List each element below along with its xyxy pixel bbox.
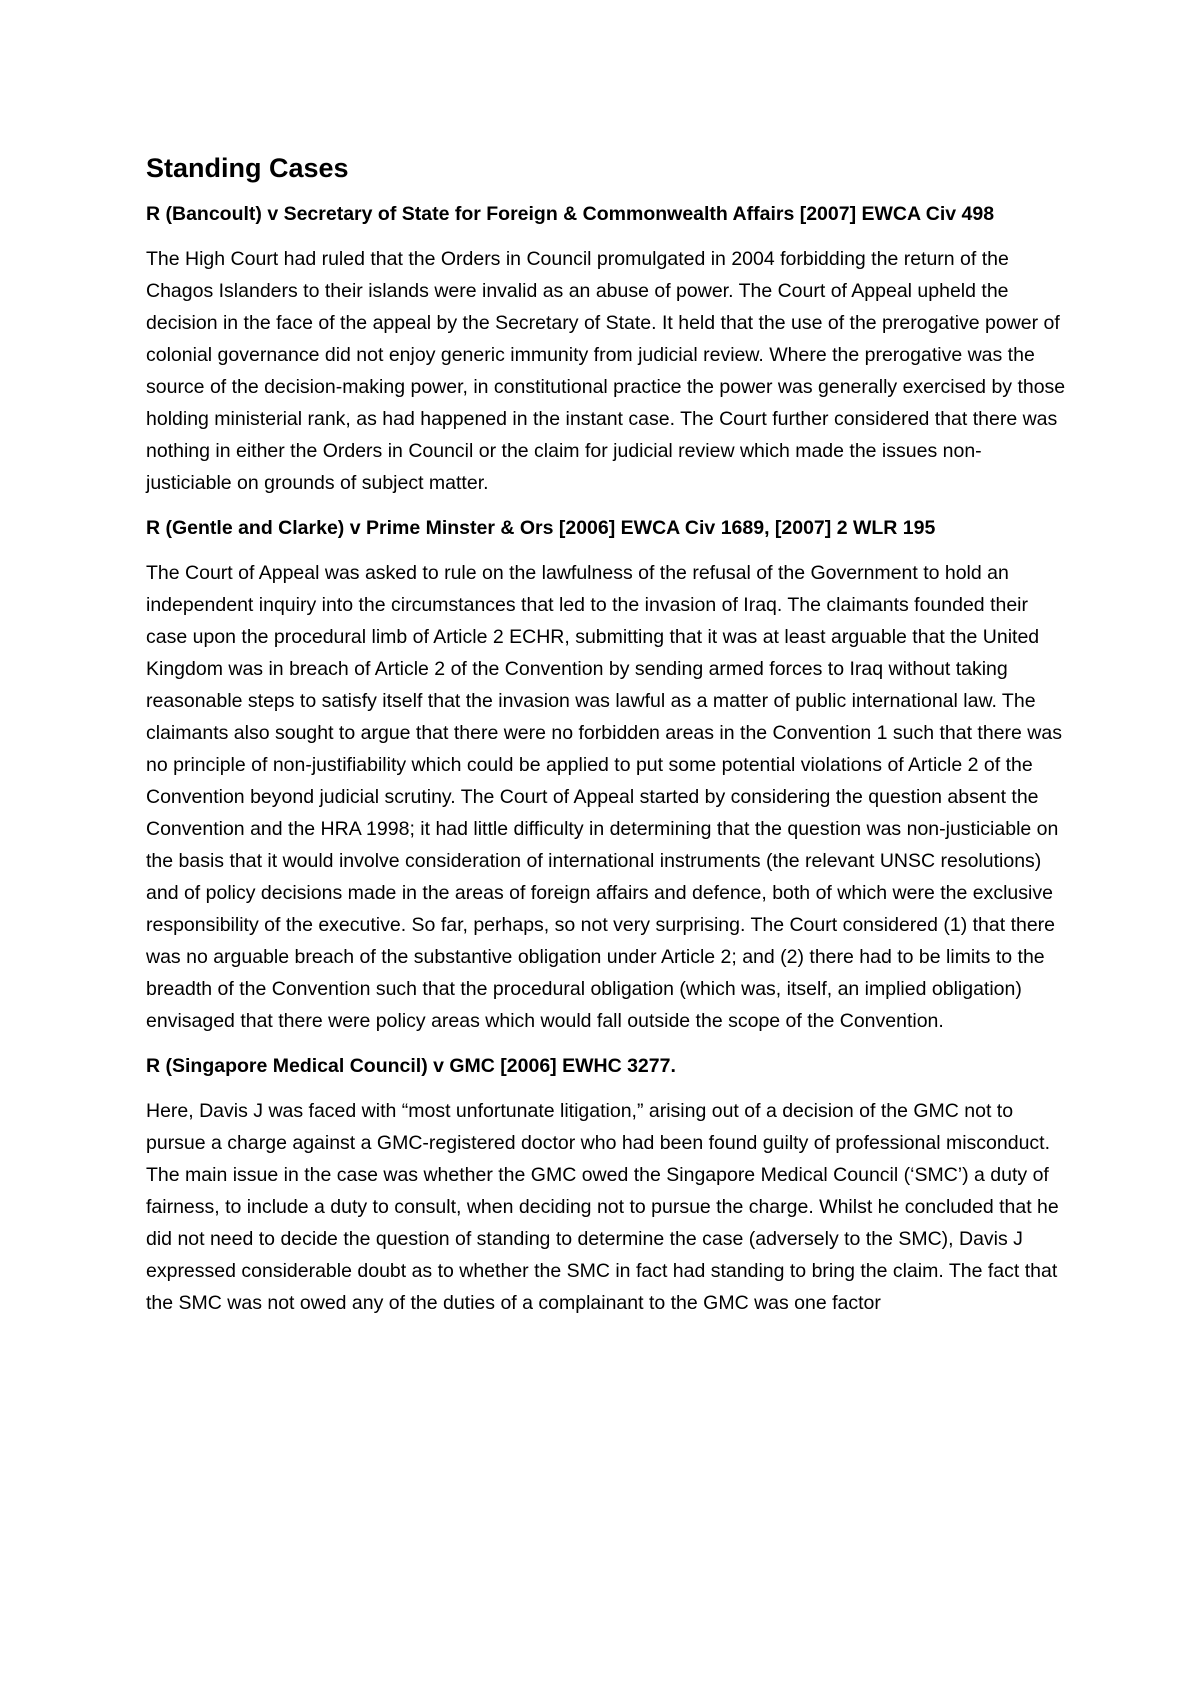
page-title: Standing Cases	[146, 153, 349, 183]
case-body-gentle-clarke: The Court of Appeal was asked to rule on the lawfulness of the refusal of the Government to hold an independent inquiry into the circumstances that led to the invasion of Iraq. The claimants founded their case upon the procedural limb of Article 2 ECHR, submitting that it was at least arguable that the United Kingdom was in breach of Article 2 of the Convention by sending armed forces to Iraq without taking reasonable steps to satisfy itself that the invasion was lawful as a matter of public international law. The claimants also sought to argue that there were no forbidden areas in the Convention 1 such that there was no principle of non-justifiability which could be applied to put some potential violations of Article 2 of the Convention beyond judicial scrutiny. The Court of Appeal started by considering the question absent the Convention and the HRA 1998; it had little difficulty in determining that the question was non-justiciable on the basis that it would involve consideration of international instruments (the relevant UNSC resolutions) and of policy decisions made in the areas of foreign affairs and defence, both of which were the exclusive responsibility of the executive. So far, perhaps, so not very surprising. The Court considered (1) that there was no arguable breach of the substantive obligation under Article 2; and (2) there had to be limits to the breadth of the Convention such that the procedural obligation (which was, itself, an implied obligation) envisaged that there were policy areas which would fall outside the scope of the Convention.	[146, 562, 1062, 1032]
case-heading-singapore-medical-council: R (Singapore Medical Council) v GMC [2006] EWHC 3277.	[146, 1055, 676, 1077]
case-body-singapore-medical-council: Here, Davis J was faced with “most unfortunate litigation,” arising out of a decision of the GMC not to pursue a charge against a GMC-registered doctor who had been found guilty of professional misconduct. The main issue in the case was whether the GMC owed the Singapore Medical Council (‘SMC’) a duty of fairness, to include a duty to consult, when deciding not to pursue the charge. Whilst he concluded that he did not need to decide the question of standing to determine the case (adversely to the SMC), Davis J expressed considerable doubt as to whether the SMC in fact had standing to bring the claim. The fact that the SMC was not owed any of the duties of a complainant to the GMC was one factor	[146, 1100, 1059, 1314]
case-body-bancoult: The High Court had ruled that the Orders in Council promulgated in 2004 forbidding the return of the Chagos Islanders to their islands were invalid as an abuse of power. The Court of Appeal upheld the decision in the face of the appeal by the Secretary of State. It held that the use of the prerogative power of colonial governance did not enjoy generic immunity from judicial review. Where the prerogative was the source of the decision-making power, in constitutional practice the power was generally exercised by those holding ministerial rank, as had happened in the instant case. The Court further considered that there was nothing in either the Orders in Council or the claim for judicial review which made the issues non-justiciable on grounds of subject matter.	[146, 248, 1066, 494]
document-content	[146, 148, 1066, 1332]
case-heading-gentle-clarke: R (Gentle and Clarke) v Prime Minster & Ors [2006] EWCA Civ 1689, [2007] 2 WLR 195	[146, 517, 936, 539]
case-heading-bancoult: R (Bancoult) v Secretary of State for Foreign & Commonwealth Affairs [2007] EWCA Civ 498	[146, 203, 995, 225]
